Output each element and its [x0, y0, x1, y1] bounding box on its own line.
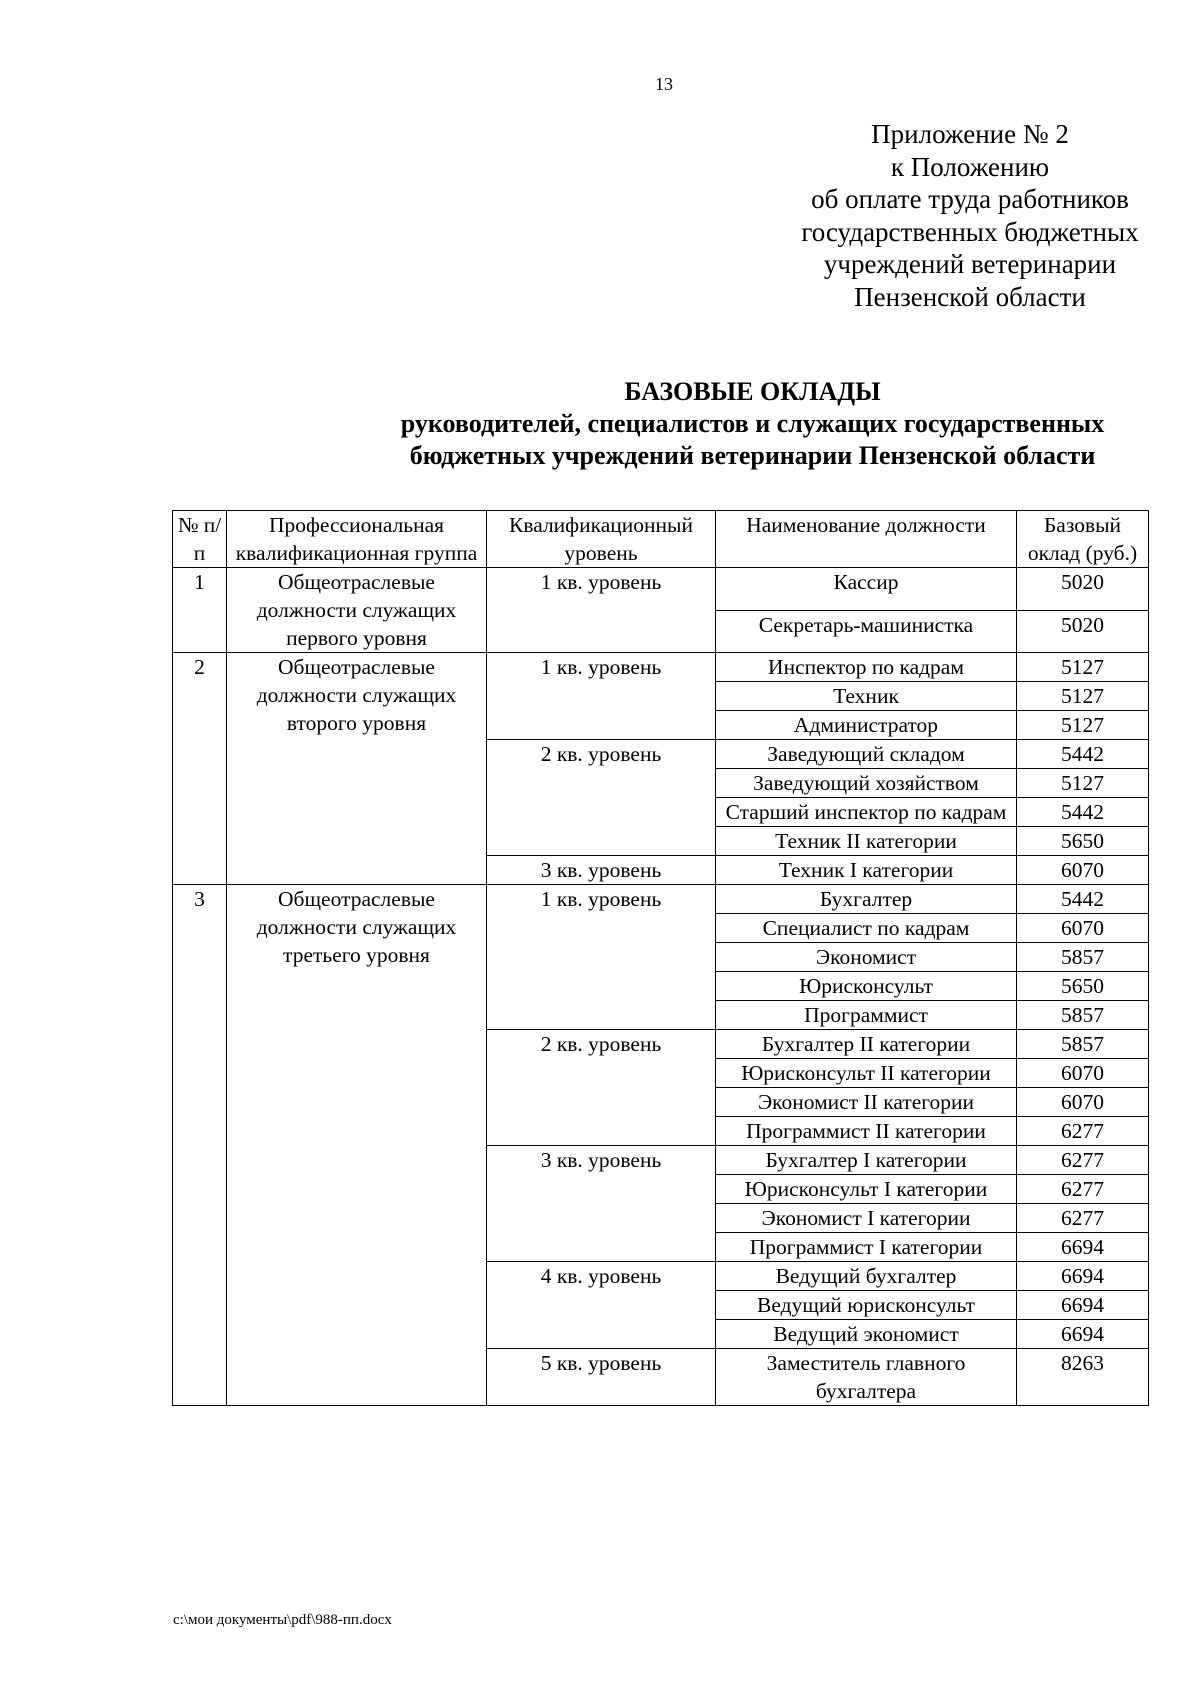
base-salary: 6694 [1017, 1262, 1149, 1291]
position-name: Администратор [716, 711, 1017, 740]
position-name: Ведущий бухгалтер [716, 1262, 1017, 1291]
position-name: Бухгалтер II категории [716, 1030, 1017, 1059]
base-salary: 5020 [1017, 610, 1149, 653]
position-name: Программист [716, 1001, 1017, 1030]
qualification-group: Общеотраслевые должности служащих третьего уровня [227, 885, 487, 1406]
table-row [173, 568, 1149, 611]
qualification-level: 2 кв. уровень [487, 1030, 716, 1146]
appendix-line: об оплате труда работников [811, 184, 1129, 214]
header-group: Профессиональная квалификационная группа [227, 511, 487, 568]
position-name: Экономист I категории [716, 1204, 1017, 1233]
base-salary: 5442 [1017, 740, 1149, 769]
qualification-level: 1 кв. уровень [487, 653, 716, 740]
position-name: Ведущий экономист [716, 1320, 1017, 1349]
row-number: 1 [173, 568, 227, 653]
document-title [0, 376, 1200, 472]
appendix-line: к Положению [890, 151, 1050, 182]
position-name: Программист II категории [716, 1117, 1017, 1146]
position-name: Экономист [716, 943, 1017, 972]
salary-table [172, 510, 1149, 1406]
base-salary: 5650 [1017, 972, 1149, 1001]
salary-table-body [173, 568, 1149, 1406]
position-name: Заместитель главного бухгалтера [716, 1349, 1017, 1406]
base-salary: 5127 [1017, 711, 1149, 740]
base-salary: 5442 [1017, 885, 1149, 914]
header-position: Наименование должности [716, 511, 1017, 568]
qualification-level: 1 кв. уровень [487, 568, 716, 653]
base-salary: 8263 [1017, 1349, 1149, 1406]
table-row [173, 653, 1149, 682]
base-salary: 5650 [1017, 827, 1149, 856]
position-name: Программист I категории [716, 1233, 1017, 1262]
position-name: Кассир [716, 568, 1017, 611]
position-name: Ведущий юрисконсульт [716, 1291, 1017, 1320]
position-name: Заведующий хозяйством [716, 769, 1017, 798]
base-salary: 6277 [1017, 1117, 1149, 1146]
position-name: Бухгалтер [716, 885, 1017, 914]
qualification-level: 1 кв. уровень [487, 885, 716, 1030]
table-row [173, 885, 1149, 914]
position-name: Бухгалтер I категории [716, 1146, 1017, 1175]
header-level: Квалификационный уровень [487, 511, 716, 568]
position-name: Юрисконсульт II категории [716, 1059, 1017, 1088]
base-salary: 5127 [1017, 769, 1149, 798]
base-salary: 6694 [1017, 1320, 1149, 1349]
row-number: 3 [173, 885, 227, 1406]
qualification-level: 4 кв. уровень [487, 1262, 716, 1349]
appendix-line: учреждений ветеринарии [823, 249, 1117, 279]
appendix-line: Приложение № 2 [871, 119, 1069, 149]
header-number: № п/п [173, 511, 227, 568]
qualification-level: 2 кв. уровень [487, 740, 716, 856]
base-salary: 6070 [1017, 1088, 1149, 1117]
base-salary: 6694 [1017, 1291, 1149, 1320]
base-salary: 5857 [1017, 1001, 1149, 1030]
table-header-row [173, 511, 1149, 568]
appendix-line: государственных бюджетных [801, 216, 1139, 247]
position-name: Старший инспектор по кадрам [716, 798, 1017, 827]
base-salary: 6070 [1017, 914, 1149, 943]
qualification-level: 3 кв. уровень [487, 1146, 716, 1262]
base-salary: 5442 [1017, 798, 1149, 827]
position-name: Юрисконсульт I категории [716, 1175, 1017, 1204]
position-name: Инспектор по кадрам [716, 653, 1017, 682]
title-line: руководителей, специалистов и служащих государственных [400, 409, 1105, 438]
qualification-group: Общеотраслевые должности служащих второго уровня [227, 653, 487, 885]
base-salary: 6277 [1017, 1146, 1149, 1175]
qualification-level: 3 кв. уровень [487, 856, 716, 885]
position-name: Экономист II категории [716, 1088, 1017, 1117]
position-name: Техник II категории [716, 827, 1017, 856]
position-name: Техник I категории [716, 856, 1017, 885]
qualification-level: 5 кв. уровень [487, 1349, 716, 1406]
base-salary: 6277 [1017, 1175, 1149, 1204]
row-number: 2 [173, 653, 227, 885]
position-name: Заведующий складом [716, 740, 1017, 769]
position-name: Секретарь-машинистка [716, 610, 1017, 653]
appendix-reference [700, 118, 1200, 313]
qualification-group: Общеотраслевые должности служащих первого уровня [227, 568, 487, 653]
base-salary: 6070 [1017, 856, 1149, 885]
base-salary: 5020 [1017, 568, 1149, 611]
base-salary: 5857 [1017, 1030, 1149, 1059]
title-line: БАЗОВЫЕ ОКЛАДЫ [624, 377, 881, 406]
title-line: бюджетных учреждений ветеринарии Пензенской области [409, 441, 1096, 470]
position-name: Техник [716, 682, 1017, 711]
position-name: Специалист по кадрам [716, 914, 1017, 943]
base-salary: 6694 [1017, 1233, 1149, 1262]
base-salary: 6277 [1017, 1204, 1149, 1233]
header-salary: Базовый оклад (руб.) [1017, 511, 1149, 568]
base-salary: 5127 [1017, 682, 1149, 711]
base-salary: 5857 [1017, 943, 1149, 972]
file-path-footer: c:\мои документы\pdf\988-пп.docx [173, 1612, 392, 1628]
appendix-line: Пензенской области [854, 281, 1086, 312]
position-name: Юрисконсульт [716, 972, 1017, 1001]
base-salary: 5127 [1017, 653, 1149, 682]
base-salary: 6070 [1017, 1059, 1149, 1088]
page-number: 13 [655, 74, 673, 94]
